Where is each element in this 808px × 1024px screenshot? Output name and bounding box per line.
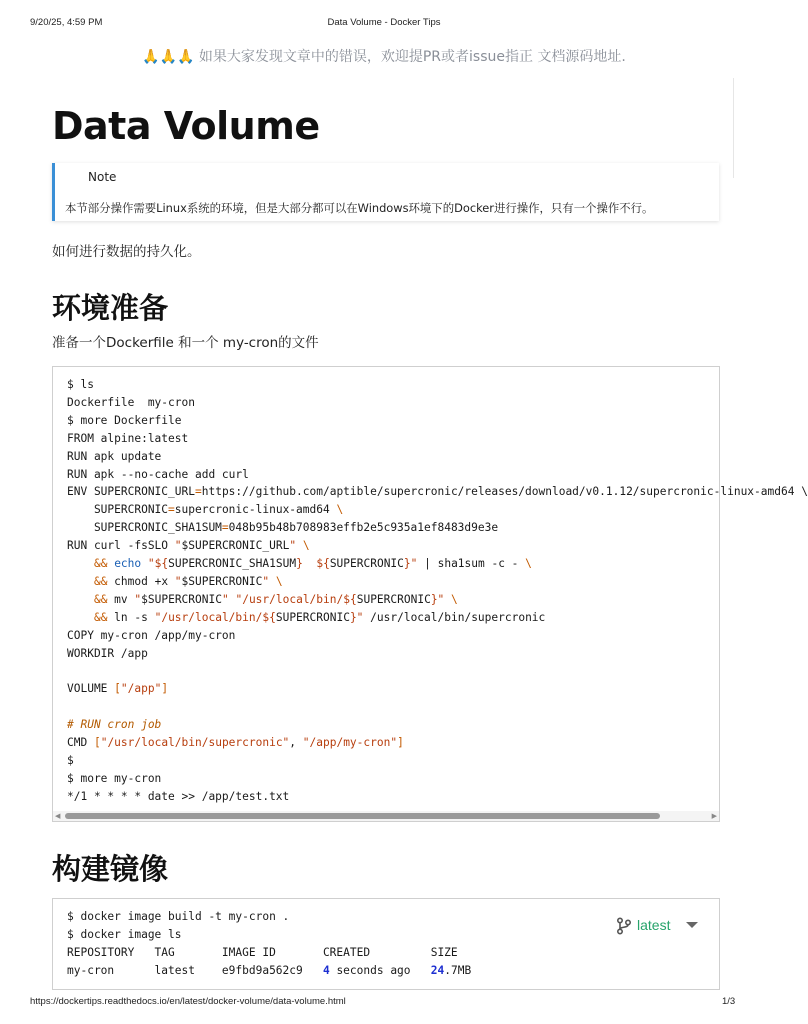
content-divider [733,78,734,178]
print-title: Data Volume - Docker Tips [327,17,441,28]
announcement-banner [0,46,768,66]
print-url: https://dockertips.readthedocs.io/en/latest/docker-volume/data-volume.html [30,996,346,1007]
scroll-left-icon[interactable]: ◀ [55,812,61,820]
git-branch-icon [616,917,632,935]
code-text: $ ls Dockerfile my-cron $ more Dockerfile FROM alpine:latest RUN apk update RUN apk --no-cache add curl ENV SUPERCRONIC_URL=https://github.com/aptible/supercronic/releases/download/v0.1.12/supercronic-linux-amd64 \ SUPERCRONIC=supercronic-linux-amd64 \ SUPERCRONIC_SHA1SUM=048b95b48b708983effb2e5c935a1ef8483d9e3e RUN curl -fsSLO "$SUPERCRONIC_URL" \ && echo "${SUPERCRONIC_SHA1SUM} ${SUPERCRONIC}" | sha1sum -c - \ && chmod +x "$SUPERCRONIC" \ && mv "$SUPERCRONIC" "/usr/local/bin/${SUPERCRONIC}" \ && ln -s "/usr/local/bin/${SUPERCRONIC}" /usr/local/bin/supercronic COPY my-cron /app/my-cron WORKDIR /app VOLUME ["/app"] # RUN cron job CMD ["/usr/local/bin/supercronic", "/app/my-cron"] $ $ more my-cron */1 * * * * date >> /app/test.txt [67,378,808,803]
chevron-down-icon [686,922,698,928]
intro-paragraph: 如何进行数据的持久化。 [52,244,201,260]
code-block-build[interactable] [52,898,720,990]
section-heading-environment: 环境准备 [52,291,169,325]
print-header [0,17,768,31]
pray-emoji: 🙏🙏🙏 [142,49,195,65]
note-body: 本节部分操作需要Linux系统的环境，但是大部分都可以在Windows环境下的Docker进行操作，只有一个操作不行。 [65,201,654,215]
scroll-right-icon[interactable]: ▶ [711,812,717,820]
section-heading-build: 构建镜像 [52,852,169,886]
banner-text: 如果大家发现文章中的错误，欢迎提PR或者issue指正 [194,49,538,65]
horizontal-scrollbar[interactable] [53,811,719,821]
scrollbar-thumb[interactable] [65,813,660,819]
note-title: Note [88,170,117,184]
section-paragraph: 准备一个Dockerfile 和一个 my-cron的文件 [52,335,319,351]
source-link[interactable]: 文档源码地址. [537,49,626,65]
code-text: $ docker image build -t my-cron . $ docker image ls REPOSITORY TAG IMAGE ID CREATED SIZE my-cron latest e9fbd9a562c9 4 seconds ago 24.7MB [67,910,472,977]
version-label: latest [637,917,671,933]
code-block-dockerfile[interactable] [52,366,808,822]
note-admonition [52,163,719,221]
page-title: Data Volume [52,104,320,148]
print-date: 9/20/25, 4:59 PM [30,17,103,28]
print-page-number: 1/3 [722,996,736,1007]
